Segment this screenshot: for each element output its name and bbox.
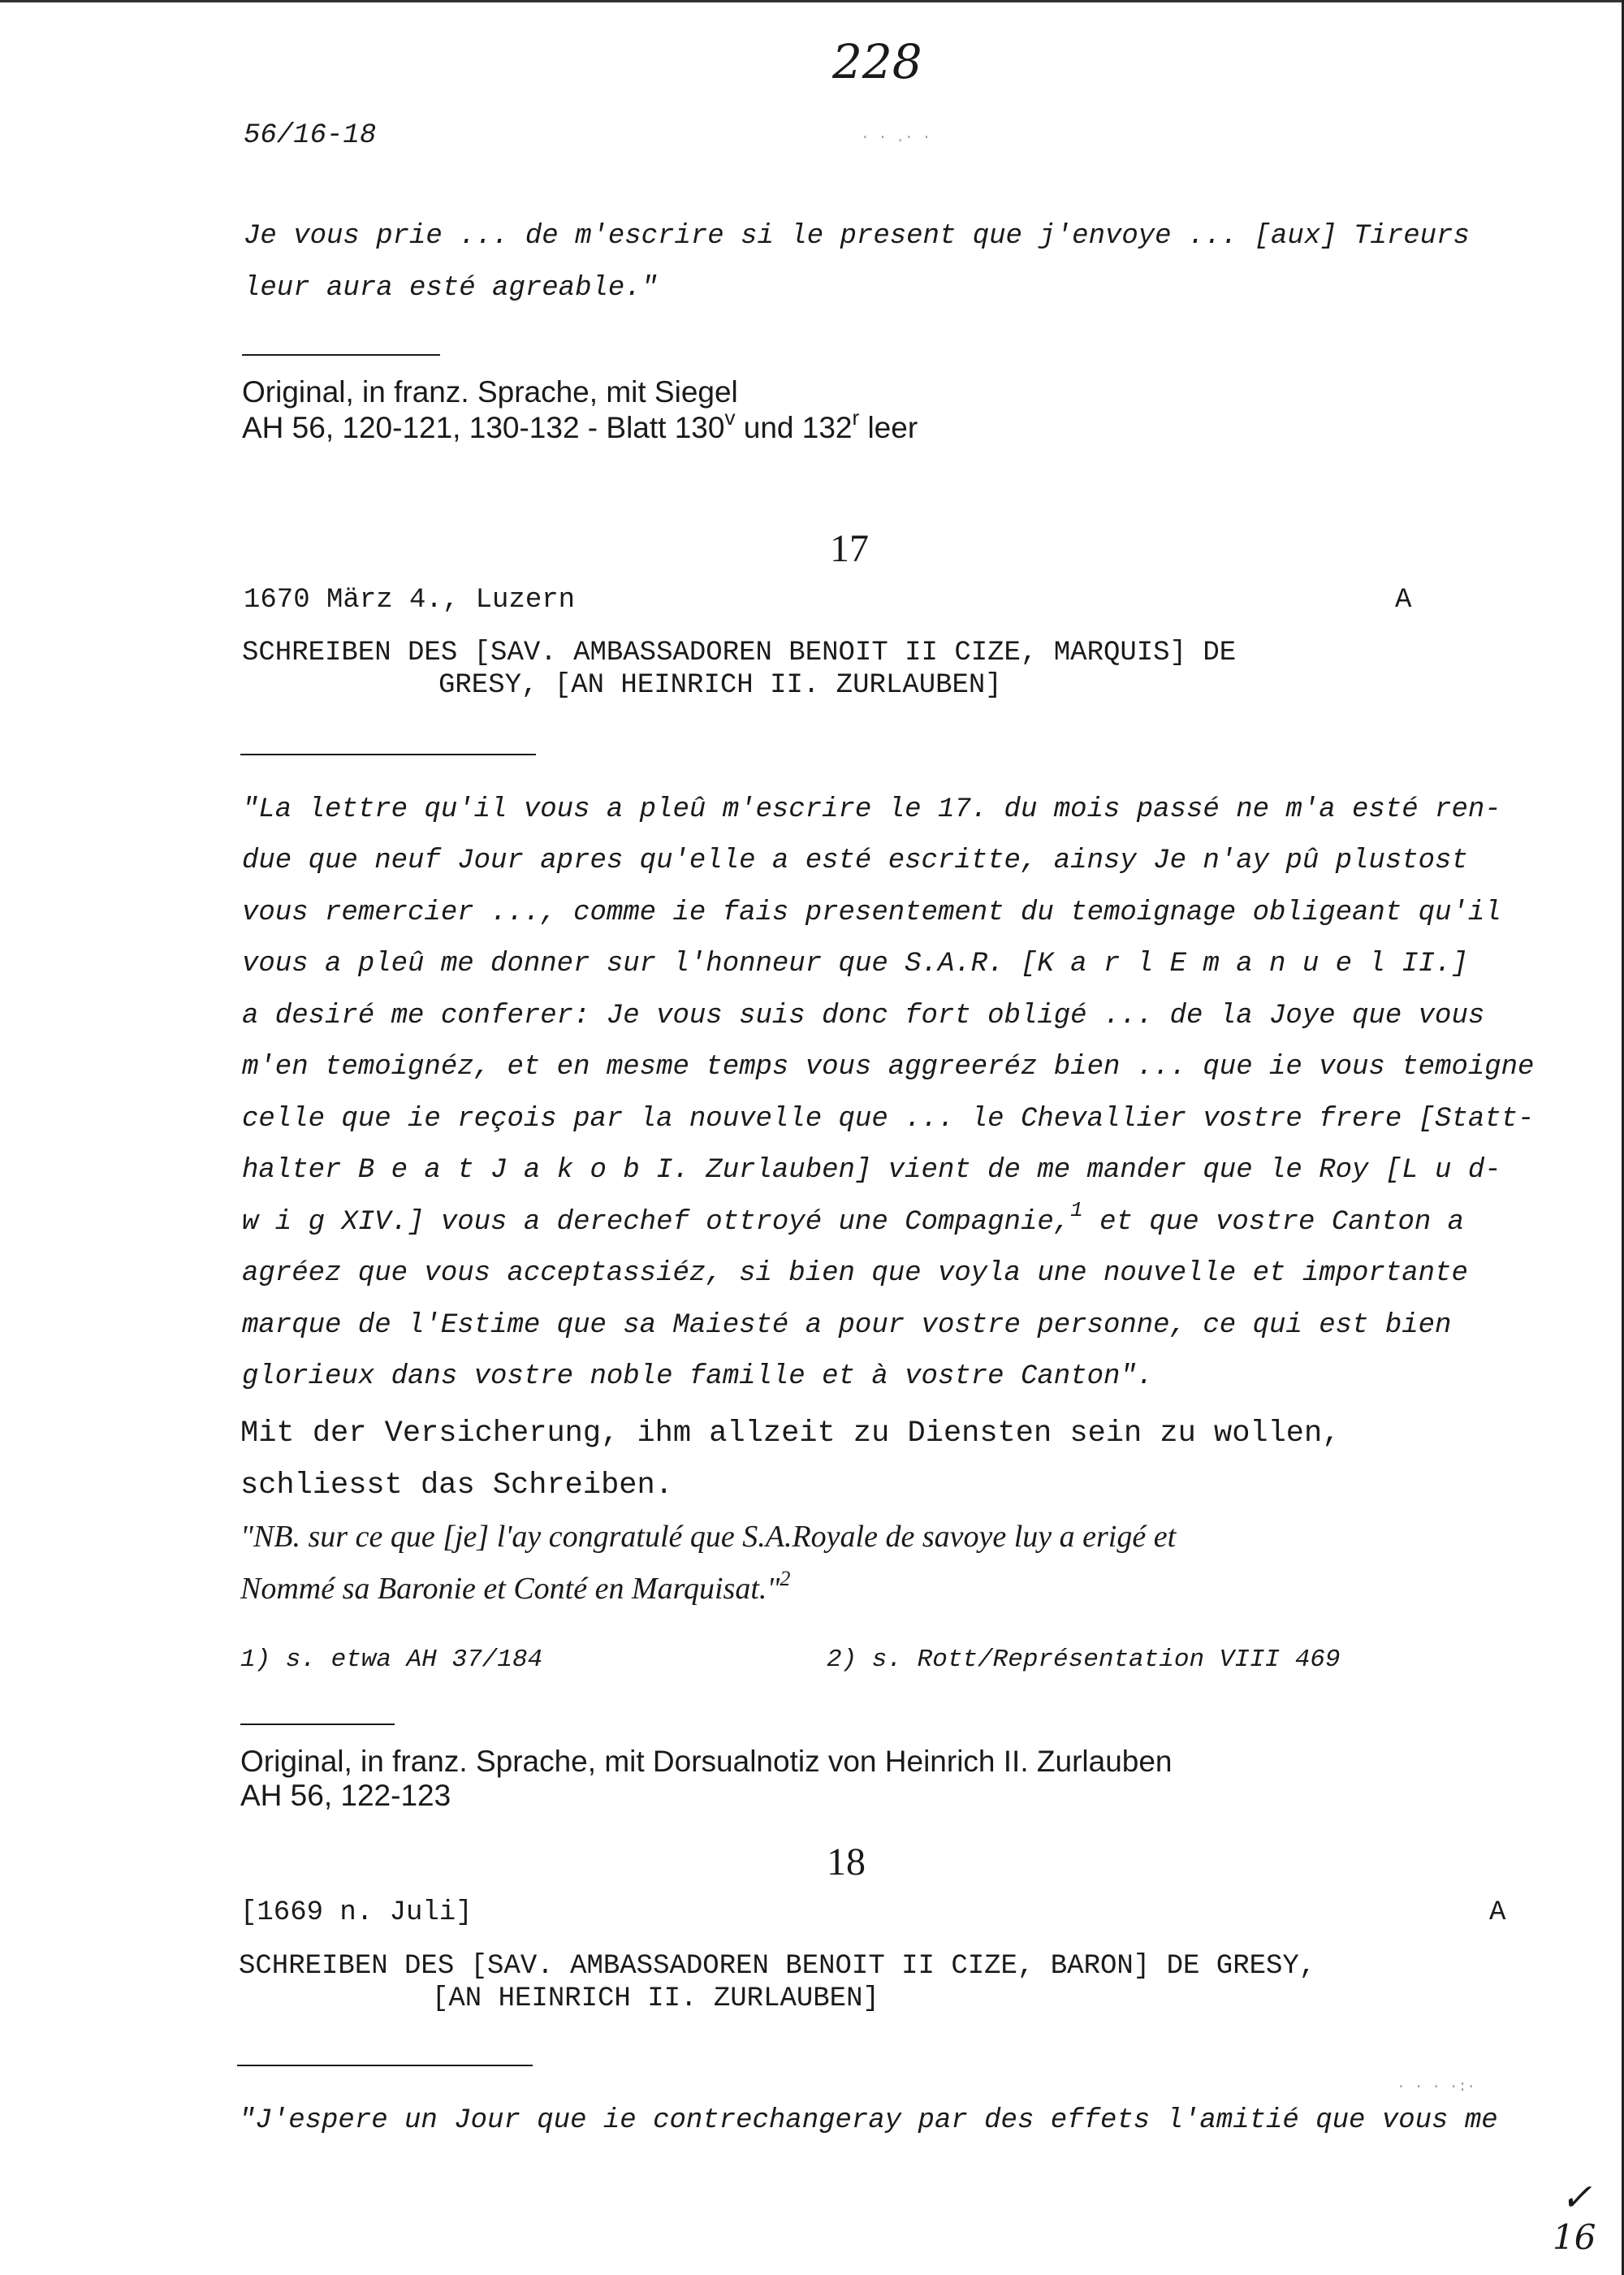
document-title-line: SCHREIBEN DES [SAV. AMBASSADOREN BENOIT II CIZE, BARON] DE GRESY,	[239, 1951, 1316, 1982]
quote-line: halter B e a t J a k o b I. Zurlauben] vient de me mander que le Roy [L u d-	[242, 1155, 1501, 1186]
quote-line: a desiré me conferer: Je vous suis donc fort obligé ... de la Joye que vous	[242, 1001, 1485, 1032]
summary-line: Mit der Versicherung, ihm allzeit zu Diensten sein zu wollen,	[240, 1416, 1341, 1451]
folio-mark: 16	[1553, 2217, 1596, 2257]
document-title-line: [AN HEINRICH II. ZURLAUBEN]	[432, 1983, 879, 2014]
section-rule	[242, 354, 440, 356]
header-reference: 56/16-18	[244, 120, 377, 151]
document-date: 1670 März 4., Luzern	[244, 585, 576, 616]
quote-line: w i g XIV.] vous a derechef ottroyé une Compagnie,$^1$ et que vostre Canton a	[242, 1198, 1465, 1238]
document-number: 18	[827, 1840, 866, 1884]
quote-line: "La lettre qu'il vous a pleû m'escrire le 17. du mois passé ne m'a esté ren-	[242, 794, 1501, 825]
scan-speck: · · · ·:·	[1397, 2079, 1476, 2096]
quote-line: due que neuf Jour apres qu'elle a esté escritte, ainsy Je n'ay pû plustost	[242, 846, 1468, 876]
quote-line: celle que ie reçois par la nouvelle que ... le Chevallier vostre frere [Statt-	[242, 1104, 1535, 1135]
document-title-line: GRESY, [AN HEINRICH II. ZURLAUBEN]	[438, 670, 1002, 701]
nota-bene-line: Nommé sa Baronie et Conté en Marquisat."$^2$	[240, 1567, 791, 1606]
source-line: AH 56, 122-123	[240, 1779, 451, 1812]
section-rule	[240, 754, 536, 755]
quote-line: "J'espere un Jour que ie contrechangeray par des effets l'amitié que vous me	[239, 2105, 1498, 2136]
section-rule	[237, 2065, 533, 2066]
document-number: 17	[830, 527, 869, 570]
prev-quote-line: Je vous prie ... de m'escrire si le present que j'envoye ... [aux] Tireurs	[244, 221, 1470, 252]
summary-line: schliesst das Schreiben.	[240, 1468, 673, 1503]
footnote: 1) s. etwa AH 37/184	[240, 1646, 543, 1674]
section-rule	[240, 1724, 395, 1725]
scan-edge-top	[0, 0, 1624, 2]
quote-line: vous a pleû me donner sur l'honneur que S.A.R. [K a r l E m a n u e l II.]	[242, 949, 1468, 980]
quote-line: marque de l'Estime que sa Maiesté a pour vostre personne, ce qui est bien	[242, 1310, 1452, 1341]
page-number: 228	[832, 34, 922, 89]
quote-line: m'en temoignéz, et en mesme temps vous aggreeréz bien ... que ie vous temoigne	[242, 1052, 1535, 1083]
document-title-line: SCHREIBEN DES [SAV. AMBASSADOREN BENOIT II CIZE, MARQUIS] DE	[242, 638, 1237, 668]
check-mark: ✓	[1561, 2175, 1592, 2219]
document-grade: A	[1489, 1897, 1506, 1928]
quote-line: agréez que vous acceptassiéz, si bien que voyla une nouvelle et importante	[242, 1258, 1468, 1289]
nota-bene-line: "NB. sur ce que [je] l'ay congratulé que S.A.Royale de savoye luy a erigé et	[240, 1520, 1177, 1554]
footnote: 2) s. Rott/Représentation VIII 469	[827, 1646, 1341, 1674]
quote-line: glorieux dans vostre noble famille et à vostre Canton".	[242, 1361, 1154, 1392]
quote-line: vous remercier ..., comme ie fais presentement du temoignage obligeant qu'il	[242, 897, 1501, 928]
prev-quote-line: leur aura esté agreable."	[244, 273, 659, 304]
source-line: Original, in franz. Sprache, mit Dorsualnotiz von Heinrich II. Zurlauben	[240, 1745, 1173, 1778]
document-grade: A	[1395, 585, 1412, 616]
prev-source-line: Original, in franz. Sprache, mit Siegel	[242, 375, 738, 409]
prev-source-shelfmark: AH 56, 120-121, 130-132 - Blatt 130$^v$ und 132$^r$ leer	[242, 405, 918, 444]
scan-speck: · · .· ·	[861, 130, 931, 146]
document-date: [1669 n. Juli]	[240, 1897, 473, 1928]
